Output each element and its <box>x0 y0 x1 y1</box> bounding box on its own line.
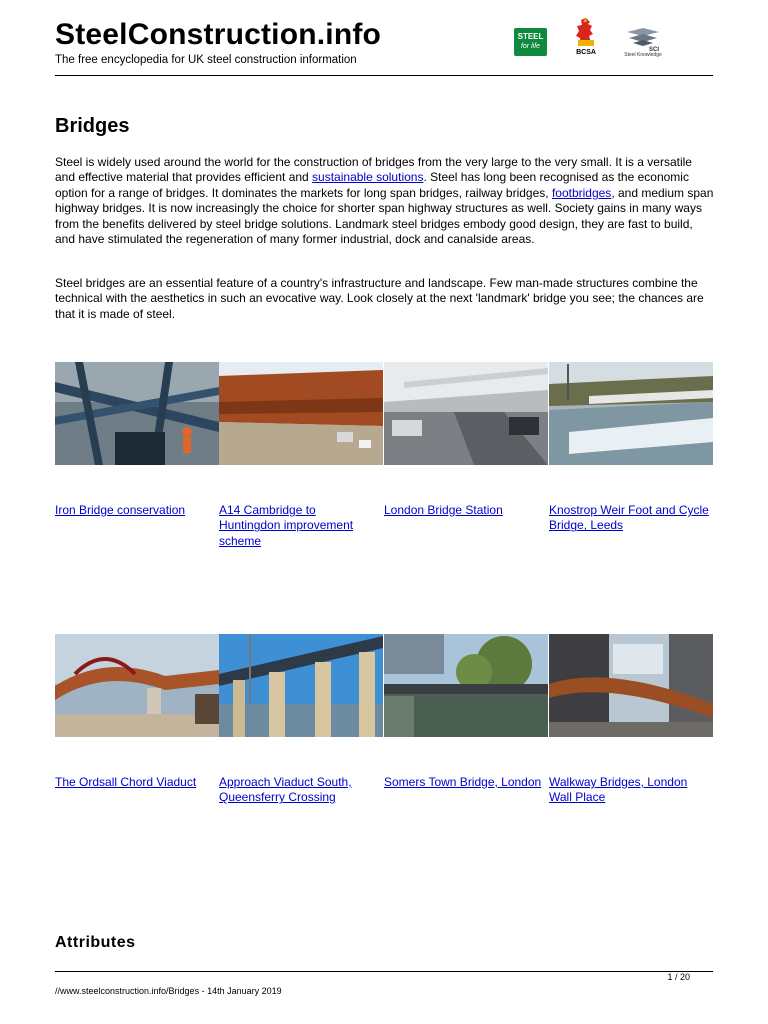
sci-logo-text: SCI <box>649 47 660 52</box>
caption-link[interactable]: Walkway Bridges, London Wall Place <box>549 775 688 805</box>
gallery-caption[interactable] <box>55 503 215 518</box>
footbridges-link[interactable]: footbridges <box>551 185 612 200</box>
gallery-caption[interactable] <box>219 775 379 806</box>
page-header <box>55 16 713 76</box>
viaduct-piers-photo-icon[interactable] <box>219 634 383 737</box>
bcsa-logo-text: BCSA <box>576 49 596 56</box>
footer-divider <box>55 971 713 972</box>
caption-link[interactable]: Knostrop Weir Foot and Cycle Bridge, Leeds <box>549 503 709 533</box>
caption-link[interactable]: Iron Bridge conservation <box>55 503 186 517</box>
site-title: SteelConstruction.info <box>55 18 382 51</box>
sustainable-solutions-link[interactable]: sustainable solutions <box>312 170 424 185</box>
sci-logo-subtitle: Steel Knowledge <box>624 52 662 58</box>
page-number: 1 / 20 <box>667 972 690 982</box>
steel-logo-line1: STEEL <box>517 32 544 41</box>
intro-text-1c: , and medium span highway bridges. It is now increasingly the choice for shorter span highway structures as well. Society gains in many ways from the benefits delivered by steel bridge solutions. Landmark steel bridges embody good design, they are fast to build, and have stimulated the regeneration of many former industrial, dock and canalside areas. <box>55 185 714 247</box>
gallery-caption[interactable] <box>549 775 709 806</box>
intro-paragraph-1 <box>55 155 715 247</box>
walkway-bridge-photo-icon[interactable] <box>549 634 713 737</box>
attributes-heading: Attributes <box>55 934 136 951</box>
iron-bridge-photo-icon[interactable] <box>55 362 219 465</box>
caption-link[interactable]: Approach Viaduct South, Queensferry Crossing <box>219 775 352 805</box>
steel-for-life-logo-icon <box>514 28 547 56</box>
river-bridge-photo-icon[interactable] <box>384 634 548 737</box>
caption-link[interactable]: Somers Town Bridge, London <box>384 775 542 789</box>
gallery-caption[interactable] <box>384 775 544 790</box>
gallery-caption[interactable] <box>549 503 709 534</box>
footer-url: //www.steelconstruction.info/Bridges - 14th January 2019 <box>55 986 282 996</box>
caption-link[interactable]: The Ordsall Chord Viaduct <box>55 775 197 789</box>
intro-text-1b: . Steel has long been recognised as the economic option for a range of bridges. It dominates the markets for long span bridges, railway bridges, <box>55 170 689 200</box>
gallery-caption[interactable] <box>219 503 379 549</box>
page-title: Bridges <box>55 115 130 137</box>
bcsa-logo-icon <box>571 16 601 56</box>
caption-link[interactable]: London Bridge Station <box>384 503 503 517</box>
site-tagline: The free encyclopedia for UK steel construction information <box>55 54 357 66</box>
caption-link[interactable]: A14 Cambridge to Huntingdon improvement scheme <box>219 503 354 548</box>
a14-girder-photo-icon[interactable] <box>219 362 383 465</box>
gallery-caption[interactable] <box>384 503 544 518</box>
intro-text-1a: Steel is widely used around the world for the construction of bridges from the very large to the very small. It is a versatile and effective material that provides efficient and <box>55 155 692 185</box>
weir-bridge-photo-icon[interactable] <box>549 362 713 465</box>
ordsall-chord-photo-icon[interactable] <box>55 634 219 737</box>
steel-logo-line2: for life <box>520 43 541 50</box>
sci-logo-icon <box>621 26 665 58</box>
intro-paragraph-2: Steel bridges are an essential feature of a country's infrastructure and landscape. Few man-made structures combine the technical with the aesthetics in such an evocative way. Look closely at the next 'landmark' bridge you see; the chances are that it is made of steel. <box>55 276 704 321</box>
gallery-caption[interactable] <box>55 775 215 790</box>
station-concourse-photo-icon[interactable] <box>384 362 548 465</box>
